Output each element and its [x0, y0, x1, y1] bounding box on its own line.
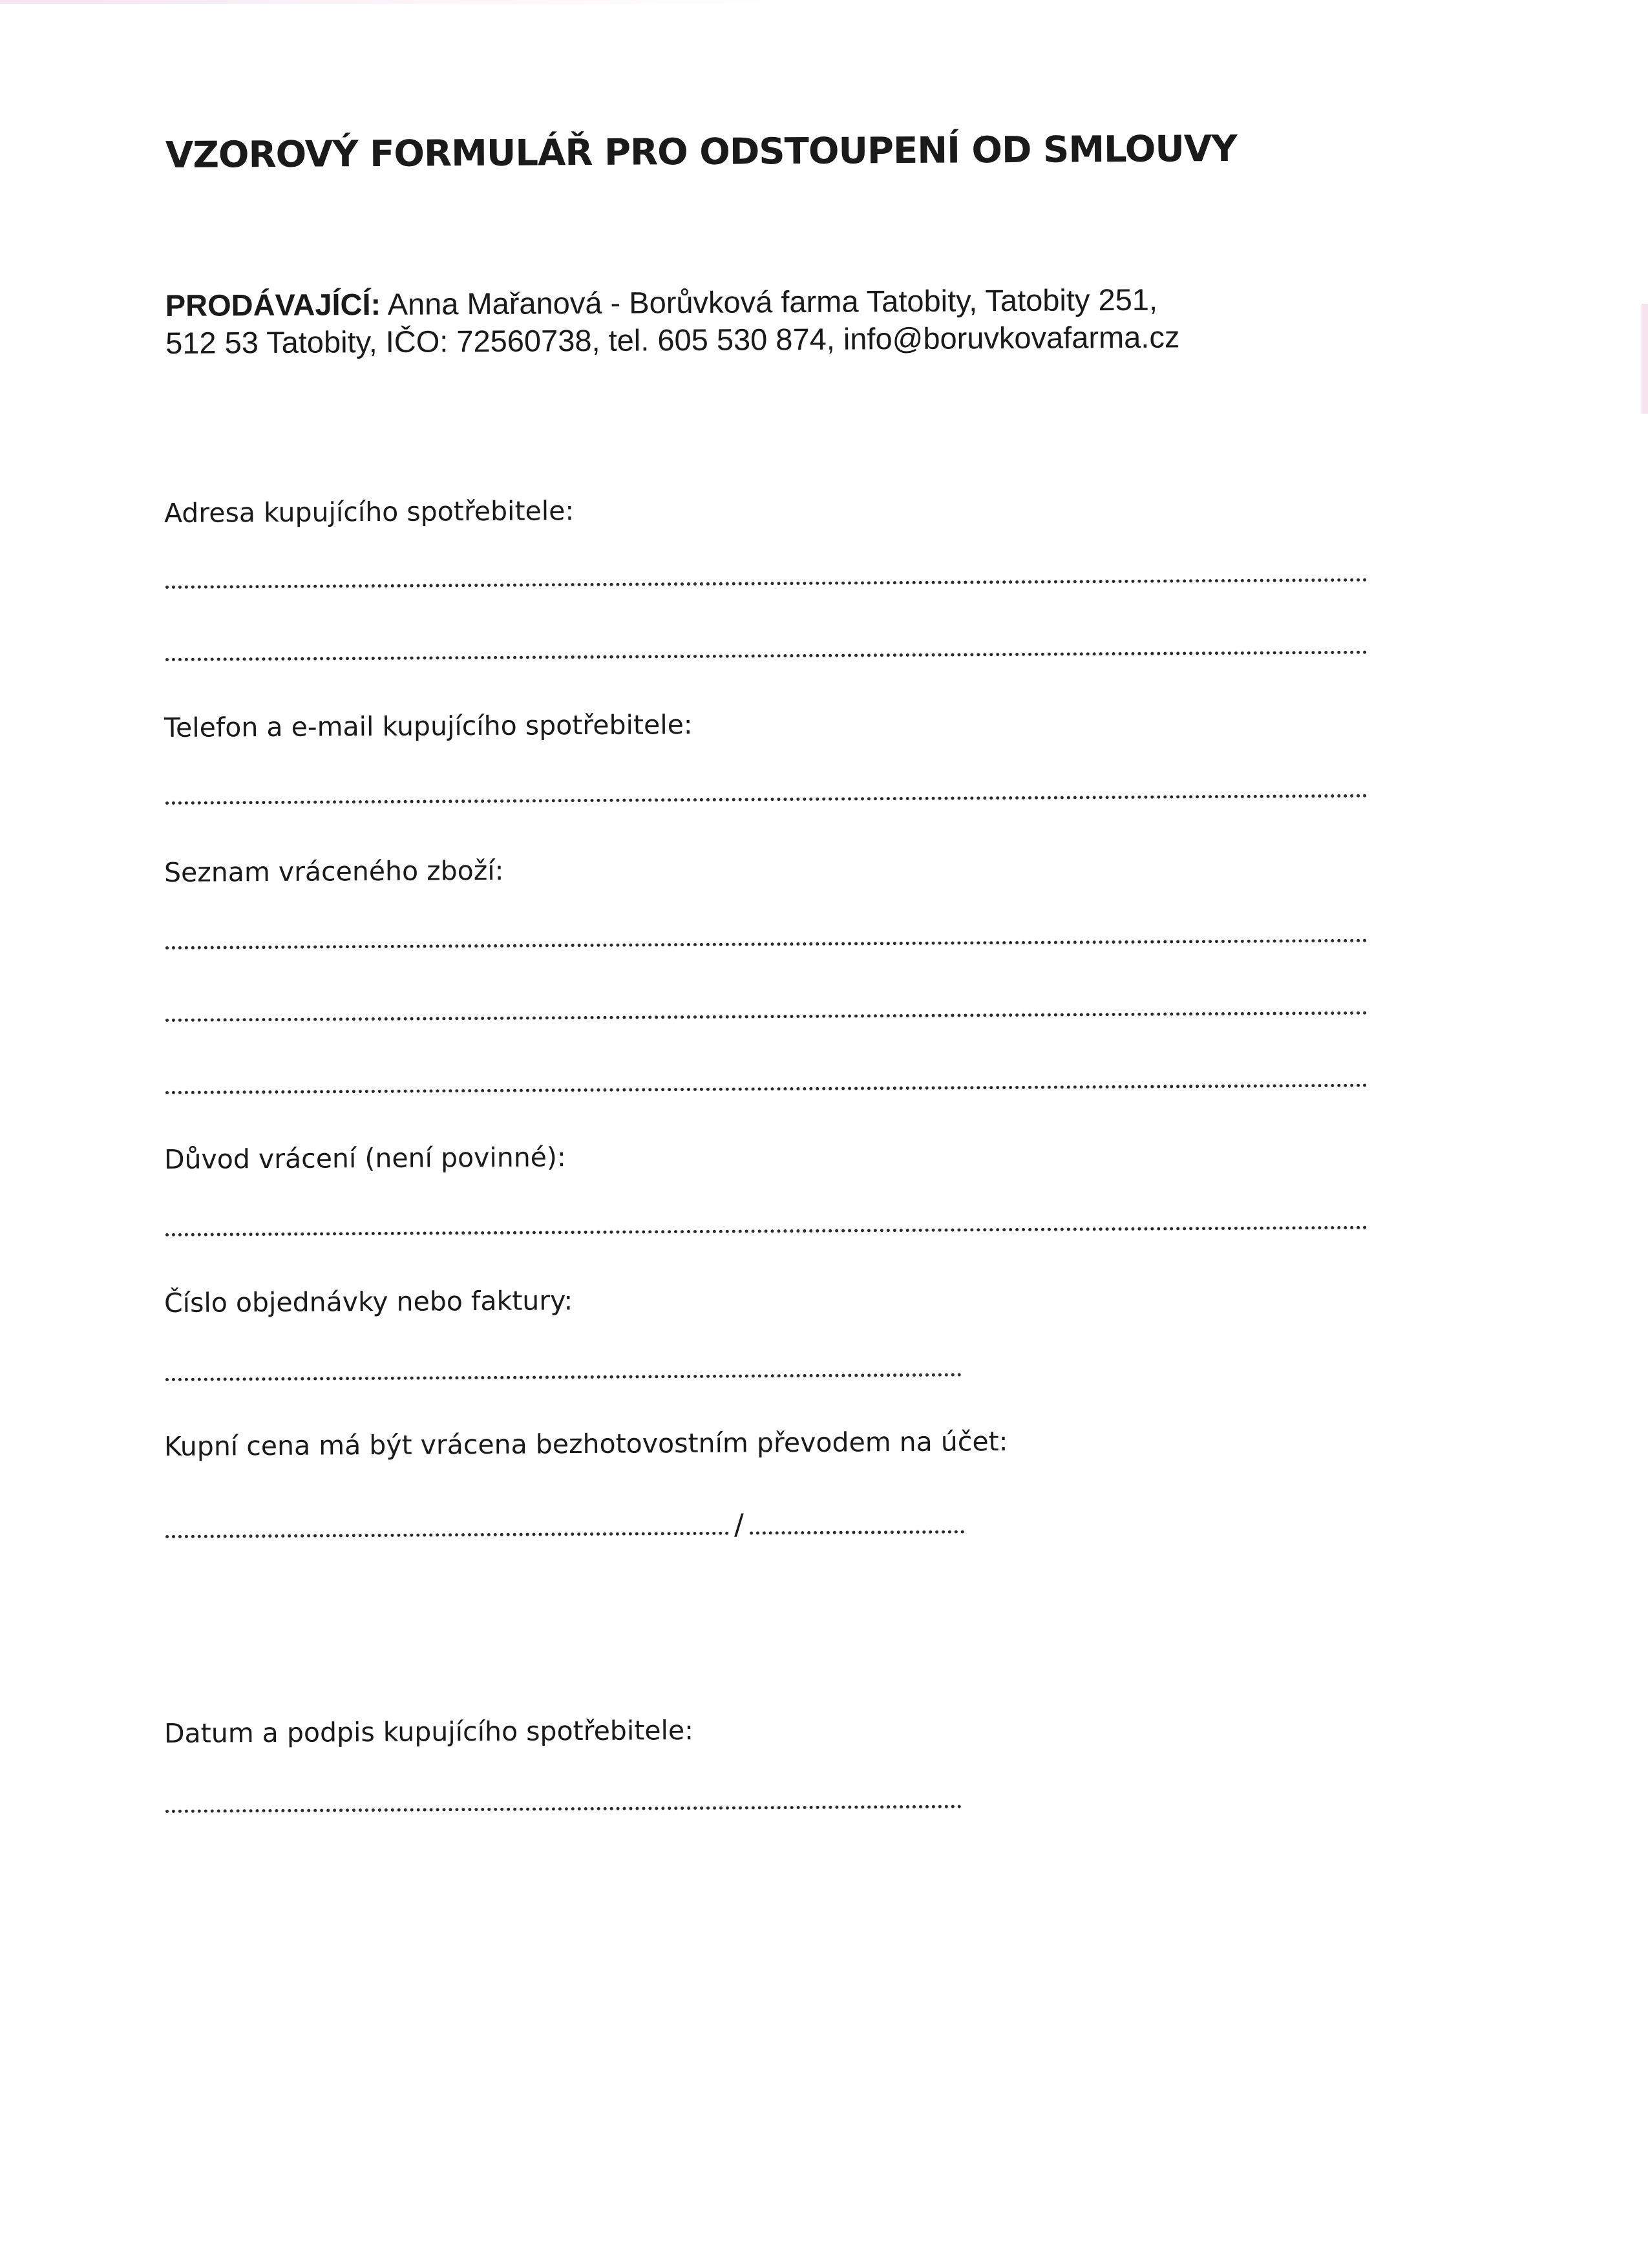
- buyer-address-label: Adresa kupujícího spotřebitele:: [164, 495, 575, 529]
- returned-goods-line-1[interactable]: [165, 939, 1368, 949]
- buyer-contact-label: Telefon a e-mail kupujícího spotřebitele:: [164, 709, 693, 743]
- form-title: VZOROVÝ FORMULÁŘ PRO ODSTOUPENÍ OD SMLOUVY: [165, 127, 1237, 176]
- order-number-line[interactable]: [165, 1373, 962, 1381]
- return-reason-label: Důvod vrácení (není povinné):: [164, 1141, 566, 1175]
- bank-code-separator: /: [734, 1508, 744, 1542]
- returned-goods-label: Seznam vráceného zboží:: [164, 854, 504, 888]
- buyer-address-line-2[interactable]: [165, 651, 1368, 661]
- date-signature-line[interactable]: [165, 1805, 962, 1813]
- seller-address-line-2: 512 53 Tatobity, IČO: 72560738, tel. 605 530 874, info@boruvkovafarma.cz: [165, 319, 1180, 360]
- seller-block: [165, 279, 1394, 362]
- order-number-label: Číslo objednávky nebo faktury:: [164, 1285, 573, 1319]
- date-signature-label: Datum a podpis kupujícího spotřebitele:: [164, 1714, 694, 1749]
- scan-edge-tint: [0, 0, 776, 4]
- returned-goods-line-2[interactable]: [165, 1012, 1368, 1022]
- buyer-address-line-1[interactable]: [165, 578, 1368, 589]
- returned-goods-line-3[interactable]: [165, 1084, 1368, 1094]
- seller-label: PRODÁVAJÍCÍ:: [165, 286, 381, 323]
- bank-code-line[interactable]: [750, 1530, 964, 1534]
- seller-address-line-1: Anna Mařanová - Borůvková farma Tatobity, Tatobity 251,: [381, 282, 1158, 321]
- account-number-line[interactable]: [165, 1532, 729, 1538]
- return-reason-line[interactable]: [165, 1226, 1368, 1236]
- refund-account-line: [165, 1508, 967, 1542]
- refund-account-label: Kupní cena má být vrácena bezhotovostním převodem na účet:: [164, 1426, 1008, 1462]
- buyer-contact-line[interactable]: [165, 794, 1368, 805]
- scan-edge-mark: [1642, 304, 1648, 414]
